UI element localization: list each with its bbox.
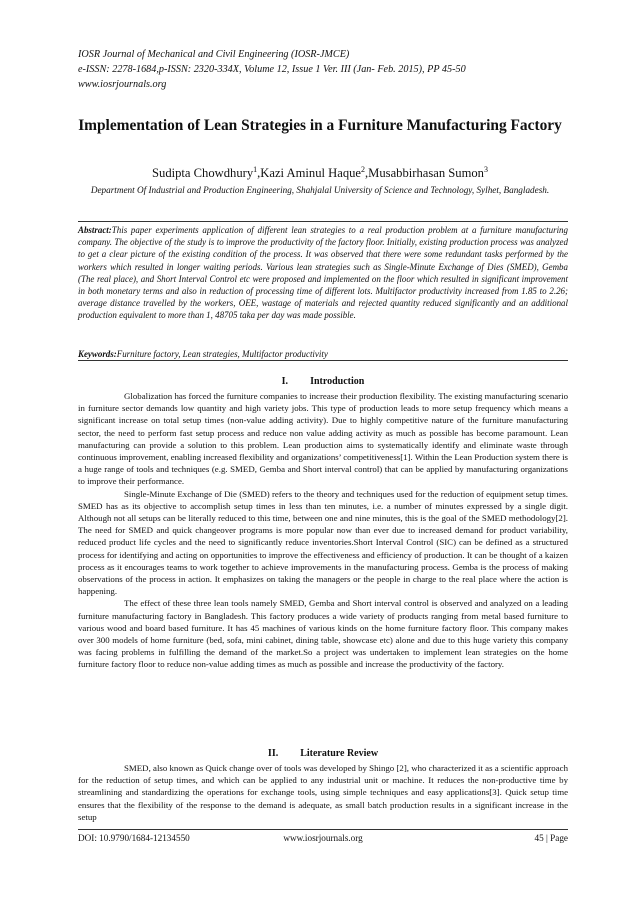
section-title: Literature Review	[300, 748, 379, 759]
journal-issn: e-ISSN: 2278-1684,p-ISSN: 2320-334X, Volume 12, Issue 1 Ver. III (Jan- Feb. 2015), PP 45-50	[78, 64, 466, 75]
author-name: Sudipta Chowdhury	[152, 166, 254, 181]
footer-website[interactable]: www.iosrjournals.org	[283, 833, 363, 843]
footer-doi: DOI: 10.9790/1684-12134550	[78, 833, 190, 843]
section-heading-introduction	[78, 375, 568, 389]
page-footer	[78, 831, 568, 845]
keywords-text: Furniture factory, Lean strategies, Multifactor productivity	[116, 349, 328, 359]
journal-header	[78, 47, 568, 92]
abstract-text: This paper experiments application of different lean strategies to a real production problem at a furniture manufacturing company. The objective of the study is to improve the productivity of the factory floor. Initially, existing production process was analyzed to get a clear picture of the existing condition of the process. It was observed that there were some redundant tasks performed by the workers which resulted in longer waiting periods. Various lean strategies such as Single-Minute Exchange of Dies (SMED), Gemba (The real place), and Short Interval Control etc were proposed and implemented on the floor which resulted in significant improvement in both monetary terms and also in reduction of processing time of different lots. Multifactor productivity increased from 1.85 to 2.26; average distance travelled by the workers, OEE, wastage of materials and rejected quantity reduced significantly and an additional production equivalent to more than 1, 48705 taka per day was made possible.	[78, 225, 568, 321]
section-body-literature-review	[78, 762, 568, 823]
author-superscript: 3	[483, 165, 488, 174]
footer-rule	[78, 829, 568, 830]
paragraph: Single-Minute Exchange of Die (SMED) refers to the theory and techniques used for the reduction of equipment setup times. SMED has as its objective to accomplish setup times in less than ten minutes, i.e. a number of minutes expressed by a single digit. Although not all setups can be literally reduced to this time, between one and nine minutes, this is the goal of the SMED methodology[2]. The need for SMED and quick changeover programs is more popular now than ever due to increased demand for product variability, reduced product life cycles and the need to significantly reduce inventories.Short Interval Control (SIC) can be defined as a structured process for identifying and acting on opportunities to improve the effectiveness and efficiency of production. It can be thought of a kaizen process as it encourages teams to work together to achieve improvements in the manufacturing process. Gemba is the process of making observations of the process in action. It emphasizes on taking the managers or the people in charge to the real place where the action is happening.	[78, 488, 568, 597]
keywords	[78, 348, 568, 360]
paper-title: Implementation of Lean Strategies in a Furniture Manufacturing Factory	[78, 117, 562, 134]
section-body-introduction	[78, 390, 568, 671]
keywords-label: Keywords:	[78, 349, 117, 359]
paragraph: SMED, also known as Quick change over of tools was developed by Shingo [2], who characterized it as a scientific approach for the reduction of setup times, and which can be applied to any industrial unit or machine. It reduces the non-productive time by streamlining and standardizing the operations for exchange tools, using simple techniques and easy applications[3]. Quick setup time ensures that the flexibility of the response to the demand is adequate, as small batch production results in a significant increase in the setup	[78, 763, 568, 822]
keywords-bottom-rule	[78, 360, 568, 361]
author-name: Musabbirhasan Sumon	[368, 166, 484, 181]
footer-page-number: 45 | Page	[534, 833, 568, 843]
author-affiliation: Department Of Industrial and Production Engineering, Shahjalal University of Science and Technology, Sylhet, Bangladesh.	[90, 185, 550, 195]
abstract-top-rule	[78, 221, 568, 222]
author-name: Kazi Aminul Haque	[260, 166, 362, 181]
author-superscript: 2	[361, 165, 366, 174]
section-heading-literature-review	[78, 747, 568, 761]
paragraph: Globalization has forced the furniture companies to increase their production flexibility. The existing manufacturing scenario in furniture sector demands low quantity and high variety jobs. This type of production leads to more setup frequency which means a significant increase on total setup times (non-value adding activity). Due to highly competitive nature of the furniture manufacturing sector, the need to perform fast setup process and reduce non value adding activity as much as possible has become paramount. Lean manufacturing can provide a solution to this problem. Lean production aims to systematically identify and eliminate waste through continuous improvement, enabling increased flexibility and organizations’ competitiveness[1]. Within the Lean Production system there is a huge range of tools and techniques (e.g. SMED, Gemba and Short interval control) that can be applied by manufacturing organizations to improve their performance.	[78, 391, 568, 487]
journal-website[interactable]: www.iosrjournals.org	[78, 79, 167, 90]
paragraph: The effect of these three lean tools namely SMED, Gemba and Short interval control is observed and analyzed on a leading furniture manufacturing factory in Bangladesh. This factory produces a wide variety of products ranging from metal based furniture to various wood and board based furniture. It has 45 machines of various kinds on the home furniture factory floor. This company makes over 300 models of home furniture (bed, sofa, mini cabinet, dining table, showcase etc) alone and due to this huge variety this company was facing problems in fulfilling the demand of the market.So a project was undertaken to implement lean strategies on the home furniture factory floor to reduce non-value adding times as much as possible and increase the productivity of the factory.	[78, 598, 568, 670]
journal-name: IOSR Journal of Mechanical and Civil Engineering (IOSR-JMCE)	[78, 49, 350, 60]
abstract-label: Abstract:	[78, 225, 112, 235]
section-title: Introduction	[310, 376, 365, 387]
abstract	[78, 224, 568, 322]
section-number: I.	[281, 376, 289, 387]
author-superscript: 1	[253, 165, 258, 174]
author-list: Sudipta Chowdhury$^1$,Kazi Aminul Haque$^2$,Musabbirhasan Sumon$^3$	[152, 165, 488, 181]
section-number: II.	[267, 748, 279, 759]
